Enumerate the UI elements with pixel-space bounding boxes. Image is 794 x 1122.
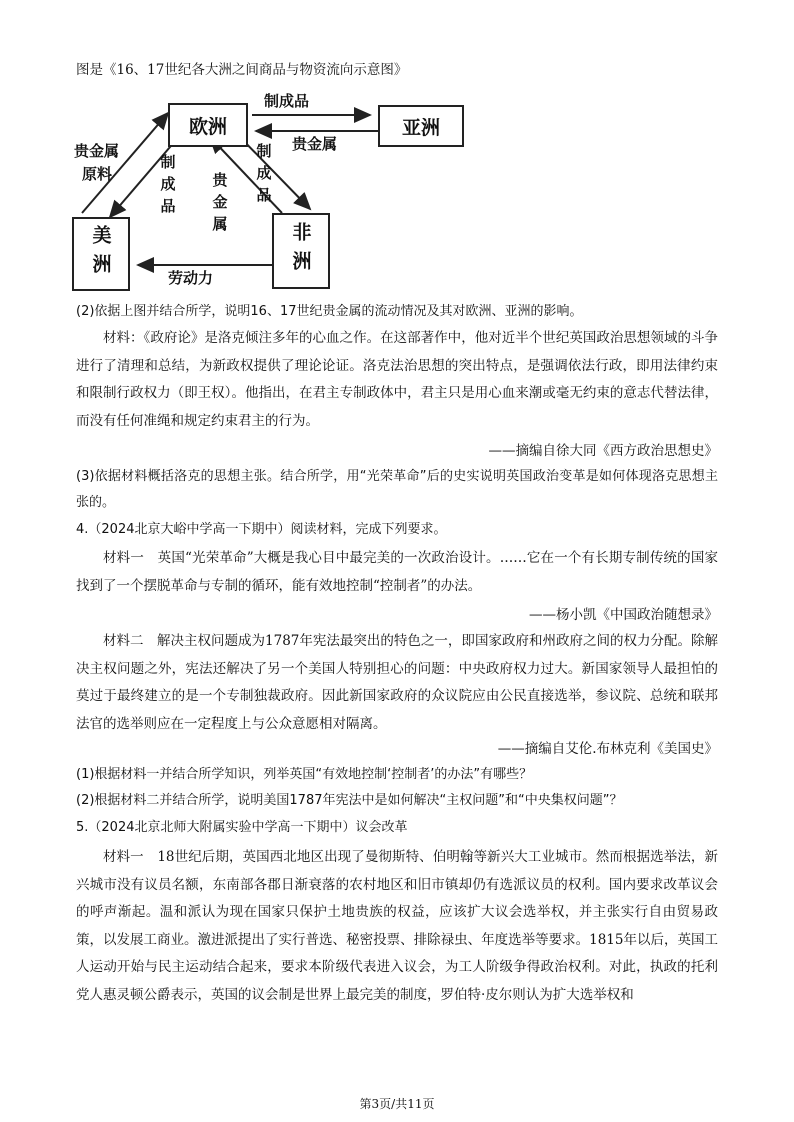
label-eu-to-af: 制 成 品 bbox=[256, 142, 272, 204]
item-4-material-1-source: ——杨小凯《中国政治随想录》 bbox=[529, 607, 718, 623]
label-am-to-eu-line2: 原料 bbox=[82, 165, 113, 183]
item-4-question-1: (1)根据材料一并结合所学知识，列举英国“有效地控制‘控制者’的办法”有哪些？ bbox=[76, 767, 533, 782]
item-4-title: 4.（2024北京大峪中学高一下期中）阅读材料，完成下列要求。 bbox=[76, 522, 447, 537]
item-4-material-2: 材料二 解决主权问题成为1787年宪法最突出的特色之一，即国家政府和州政府之间的权力分配。除解决主权问题之外，宪法还解决了另一个美国人特别担心的问题：中央政府权力过大。新国家领导人最担怕的莫过于最终建立的是一个专制独裁政府。因此新国家政府的众议院应由公民直接选举，参议院、总统和联邦法官的选举则应在一定程度上与公众意愿相对隔离。 bbox=[76, 633, 718, 732]
label-af-to-eu: 贵 金 属 bbox=[212, 171, 228, 233]
trade-flow-diagram bbox=[60, 85, 480, 300]
africa-box: 非洲 bbox=[272, 213, 330, 289]
question-3-3: (3)依据材料概括洛克的思想主张。结合所学，用“光荣革命”后的史实说明英国政治变革是如何体现洛克思想主张的。 bbox=[76, 469, 718, 510]
locke-material: 材料：《政府论》是洛克倾注多年的心血之作。在这部著作中，他对近半个世纪英国政治思想领域的斗争进行了清理和总结，为新政权提供了理论论证。洛克法治思想的突出特点，是强调依法行政，即用法律约束和限制行政权力（即王权）。他指出，在君主专制政体中，君主只是用心血来潮或毫无约束的意志代替法律，而没有任何准绳和规定约束君主的行为。 bbox=[76, 330, 718, 429]
locke-source: ——摘编自徐大同《西方政治思想史》 bbox=[488, 443, 718, 459]
diagram-caption: 图是《16、17世纪各大洲之间商品与物资流向示意图》 bbox=[76, 62, 408, 78]
label-af-to-am: 劳动力 bbox=[168, 269, 214, 287]
label-asia-to-eu: 贵金属 bbox=[292, 135, 338, 153]
asia-box: 亚洲 bbox=[378, 105, 464, 147]
page-footer: 第3页/共11页 bbox=[359, 1097, 435, 1111]
item-4-material-2-source: ——摘编自艾伦.布林克利《美国史》 bbox=[497, 741, 718, 757]
item-5-material-1: 材料一 18世纪后期，英国西北地区出现了曼彻斯特、伯明翰等新兴大工业城市。然而根据选举法，新兴城市没有议员名额，东南部各郡日渐衰落的农村地区和旧市镇却仍有选派议员的权利。国内要求改革议会的呼声渐起。温和派认为现在国家只保护土地贵族的权益，应该扩大议会选举权，并主张实行自由贸易政策，以发展工商业。激进派提出了实行普选、秘密投票、排除禄虫、年度选举等要求。1815年以后，英国工人运动开始与民主运动结合起来，要求本阶级代表进入议会，为工人阶级争得政治权利。对此，执政的托利党人惠灵顿公爵表示，英国的议会制是世界上最完美的制度，罗伯特·皮尔则认为扩大选举权和 bbox=[76, 849, 718, 1003]
america-box: 美洲 bbox=[72, 217, 130, 291]
question-3-2: (2)依据上图并结合所学，说明16、17世纪贵金属的流动情况及其对欧洲、亚洲的影响。 bbox=[76, 304, 583, 319]
europe-box: 欧洲 bbox=[168, 103, 248, 147]
item-5-title: 5.（2024北京北师大附属实验中学高一下期中）议会改革 bbox=[76, 820, 408, 835]
label-eu-to-asia: 制成品 bbox=[264, 92, 310, 110]
label-am-to-eu-line1: 贵金属 bbox=[74, 142, 120, 160]
item-4-question-2: (2)根据材料二并结合所学，说明美国1787年宪法中是如何解决“主权问题”和“中央集权问题”？ bbox=[76, 793, 623, 808]
label-eu-to-am: 制 成 品 bbox=[160, 153, 176, 215]
item-4-material-1: 材料一 英国“光荣革命”大概是我心目中最完美的一次政治设计。……它在一个有长期专制传统的国家找到了一个摆脱革命与专制的循环，能有效地控制“控制者”的办法。 bbox=[76, 550, 718, 594]
